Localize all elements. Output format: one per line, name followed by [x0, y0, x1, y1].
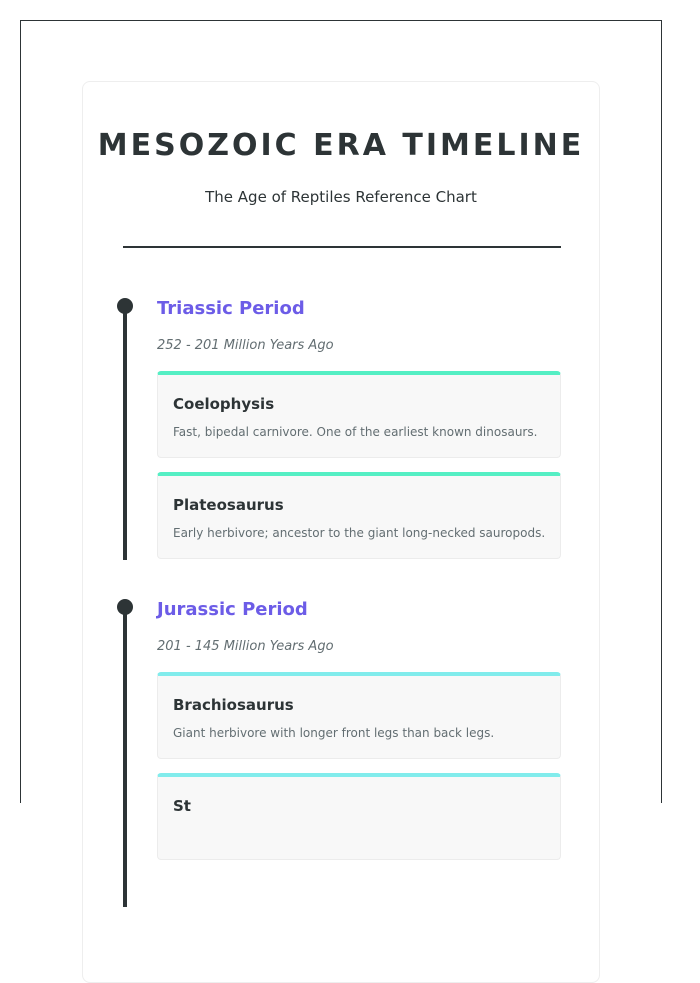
timeline-dot-icon — [117, 599, 133, 615]
species-description: Early herbivore; ancestor to the giant long-necked sauropods. — [173, 526, 546, 540]
period-range: 252 - 201 Million Years Ago — [157, 338, 334, 353]
period-range: 201 - 145 Million Years Ago — [157, 639, 334, 654]
species-description: Giant herbivore with longer front legs than back legs. — [173, 726, 495, 740]
page-title: MESOZOIC ERA TIMELINE — [97, 128, 585, 163]
species-name: Plateosaurus — [173, 496, 284, 514]
species-card — [157, 773, 561, 860]
timeline-dot-icon — [117, 298, 133, 314]
header-divider — [123, 246, 561, 248]
page-frame — [20, 20, 662, 815]
timeline-line — [123, 306, 127, 560]
species-name: Brachiosaurus — [173, 696, 294, 714]
page-subtitle: The Age of Reptiles Reference Chart — [205, 188, 477, 206]
period-title: Triassic Period — [157, 298, 305, 319]
species-card — [157, 472, 561, 559]
period-title: Jurassic Period — [157, 599, 308, 620]
timeline-line — [123, 607, 127, 907]
species-card — [157, 672, 561, 759]
species-description: Fast, bipedal carnivore. One of the earliest known dinosaurs. — [173, 425, 538, 439]
species-name: St — [173, 797, 191, 815]
timeline-card — [82, 81, 600, 983]
species-card — [157, 371, 561, 458]
species-name: Coelophysis — [173, 395, 275, 413]
